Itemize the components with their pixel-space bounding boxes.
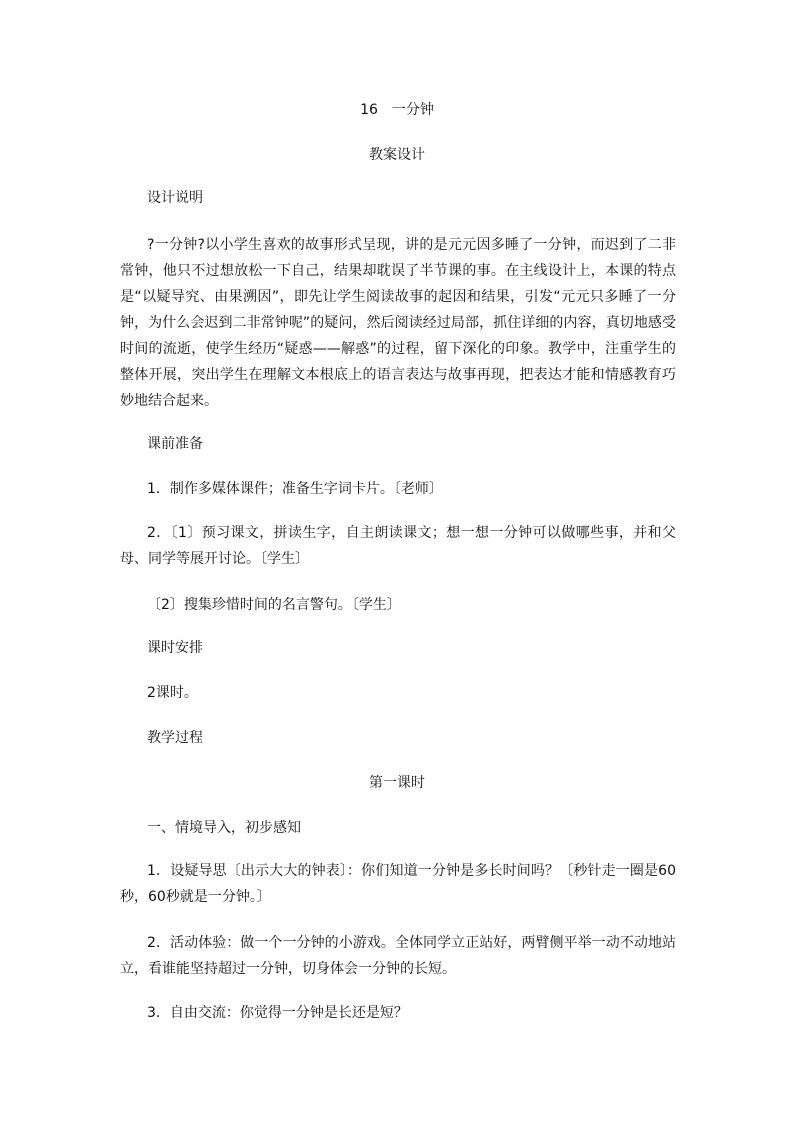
document-subtitle: 教案设计: [369, 147, 425, 163]
step-1: [120, 858, 676, 910]
step-2: [120, 930, 676, 982]
prep-item-2: [120, 520, 676, 572]
step-1-text: 1．设疑导思〔出示大大的钟表〕：你们知道一分钟是多长时间吗？〔秒针走一圈是60秒，60秒就是一分钟。〕: [120, 863, 676, 905]
section-heading-design-note: 设计说明: [147, 190, 203, 206]
document-title: 16 一分钟: [360, 102, 434, 118]
intro-paragraph: [120, 232, 676, 414]
prep-item-2b: 〔2〕搜集珍惜时间的名言警句。〔学生〕: [147, 597, 401, 613]
section-heading-schedule: 课时安排: [147, 640, 203, 656]
step-2-text: 2．活动体验：做一个一分钟的小游戏。全体同学立正站好，两臂侧平举一动不动地站立，看谁能坚持超过一分钟，切身体会一分钟的长短。: [120, 935, 676, 977]
part-one-heading: 一、情境导入，初步感知: [147, 820, 301, 836]
intro-paragraph-text: ?一分钟?以小学生喜欢的故事形式呈现，讲的是元元因多睡了一分钟，而迟到了二非常钟，他只不过想放松一下自己，结果却耽误了半节课的事。在主线设计上，本课的特点是“以疑导究、由果溯因”，即先让学生阅读故事的起因和结果，引发“元元只多睡了一分钟，为什么会迟到二非常钟呢”的疑问，然后阅读经过局部，抓住详细的内容，真切地感受时间的流逝，使学生经历“疑惑——解惑”的过程，留下深化的印象。教学中，注重学生的整体开展，突出学生在理解文本根底上的语言表达与故事再现，把表达才能和情感教育巧妙地结合起来。: [120, 237, 676, 409]
section-heading-process: 教学过程: [147, 730, 203, 746]
schedule-value: 2课时。: [147, 685, 198, 701]
step-3: 3．自由交流：你觉得一分钟是长还是短？: [147, 1005, 408, 1021]
section-heading-prep: 课前准备: [147, 436, 203, 452]
lesson-one-heading: 第一课时: [369, 775, 425, 791]
prep-item-2-text: 2．〔1〕预习课文，拼读生字，自主朗读课文；想一想一分钟可以做哪些事，并和父母、同学等展开讨论。〔学生〕: [120, 525, 676, 567]
prep-item-1: 1．制作多媒体课件；准备生字词卡片。〔老师〕: [147, 481, 443, 497]
